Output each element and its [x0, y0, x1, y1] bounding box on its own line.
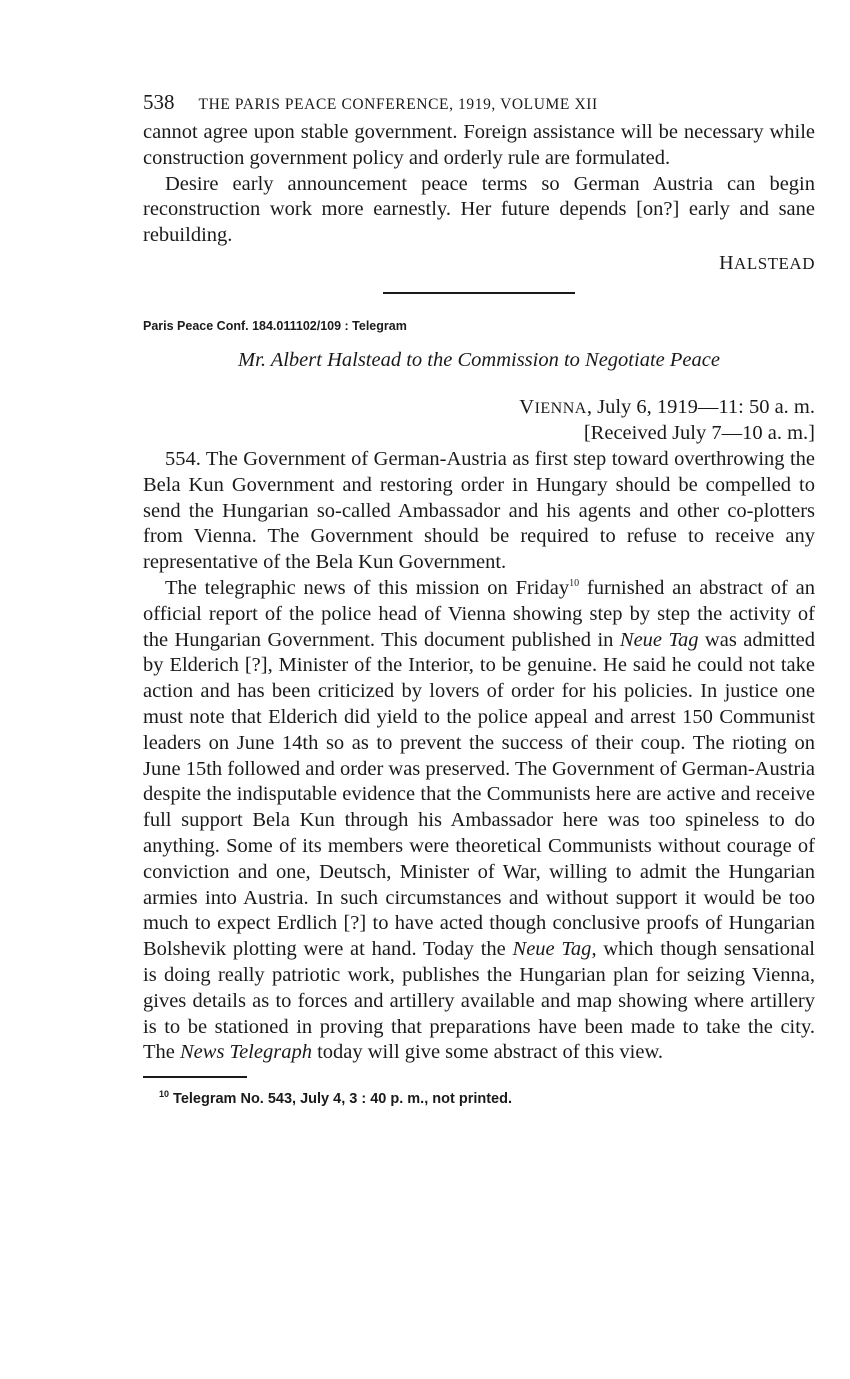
signature-initial: H [719, 251, 735, 274]
newspaper-name: Neue Tag [512, 938, 592, 961]
place-initial: V [519, 395, 535, 418]
place-name [519, 395, 587, 418]
footnote-text: Telegram No. 543, July 4, 3 : 40 p. m., not printed. [169, 1090, 513, 1107]
para2-part-d: , which though sensational is doing really patriotic work, publishes the Hungarian plan for seizing Vienna, gives details as to forces and artillery available and map showing where artillery is to be stationed in proving that preparations have been made to take the city. The [143, 938, 816, 1064]
newspaper-name: Neue Tag [619, 628, 699, 651]
place-date [143, 395, 815, 422]
signature [143, 249, 815, 277]
continuation-paragraph-2: Desire early announcement peace terms so German Austria can begin reconstruction work more earnestly. Her future depends [on?] early and sane rebuilding. [143, 172, 815, 247]
para2-part-e: today will give some abstract of this view. [311, 1041, 664, 1064]
signature-rest: ALSTEAD [734, 253, 815, 273]
date-time: , July 6, 1919—11: 50 a. m. [586, 395, 815, 418]
footnote-divider [143, 1076, 247, 1078]
document-page [143, 90, 815, 1107]
footnote [159, 1088, 815, 1107]
section-divider [383, 292, 575, 294]
running-header [143, 90, 815, 120]
footnote-reference: 10 [569, 577, 580, 589]
para2-part-a: The telegraphic news of this mission on Friday [165, 576, 570, 599]
para2-part-b: furnished an abstract of an official report of the police head of Vienna showing step by step the activity of the Hungarian Government. This document published in [143, 576, 815, 651]
continuation-paragraph-1: cannot agree upon stable government. Foreign assistance will be necessary while construction government policy and orderly rule are formulated. [143, 121, 815, 169]
newspaper-name: News Telegraph [180, 1041, 312, 1064]
file-reference: Paris Peace Conf. 184.011102/109 : Telegram [143, 318, 407, 333]
dateline [143, 395, 815, 447]
document-title: Mr. Albert Halstead to the Commission to Negotiate Peace [238, 348, 720, 371]
page-number: 538 [143, 90, 175, 114]
place-rest: IENNA [534, 399, 587, 417]
footnote-number: 10 [159, 1088, 170, 1099]
body-paragraph-1: 554. The Government of German-Austria as first step toward overthrowing the Bela Kun Government and restoring order in Hungary should be compelled to send the Hungarian so-called Ambassador and his agents and other co-plotters from Vienna. The Government should be required to refuse to receive any representative of the Bela Kun Government. [143, 447, 815, 574]
running-title: THE PARIS PEACE CONFERENCE, 1919, VOLUME XII [198, 96, 598, 113]
para2-part-c: was admitted by Elderich [?], Minister of the Interior, to be genuine. He said he could not take action and has been criticized by lovers of order for his policies. In justice one must note that Elderich did yield to the police appeal and arrest 150 Communist leaders on June 14th so as to prevent the success of their coup. The rioting on June 15th followed and order was preserved. The Government of German-Austria despite the indisputable evidence that the Communists here are active and receive full support Bela Kun through his Ambassador here was too spineless to do anything. Some of its members were theoretical Communists without courage of conviction and one, Deutsch, Minister of War, willing to admit the Hungarian armies into Austria. In such circumstances and without support it would be too much to expect Erdlich [?] to have acted though conclusive proofs of Hungarian Bolshevik plotting were at hand. Today the [143, 628, 815, 961]
received-line: [Received July 7—10 a. m.] [583, 422, 815, 445]
body-paragraph-2 [143, 576, 815, 1066]
